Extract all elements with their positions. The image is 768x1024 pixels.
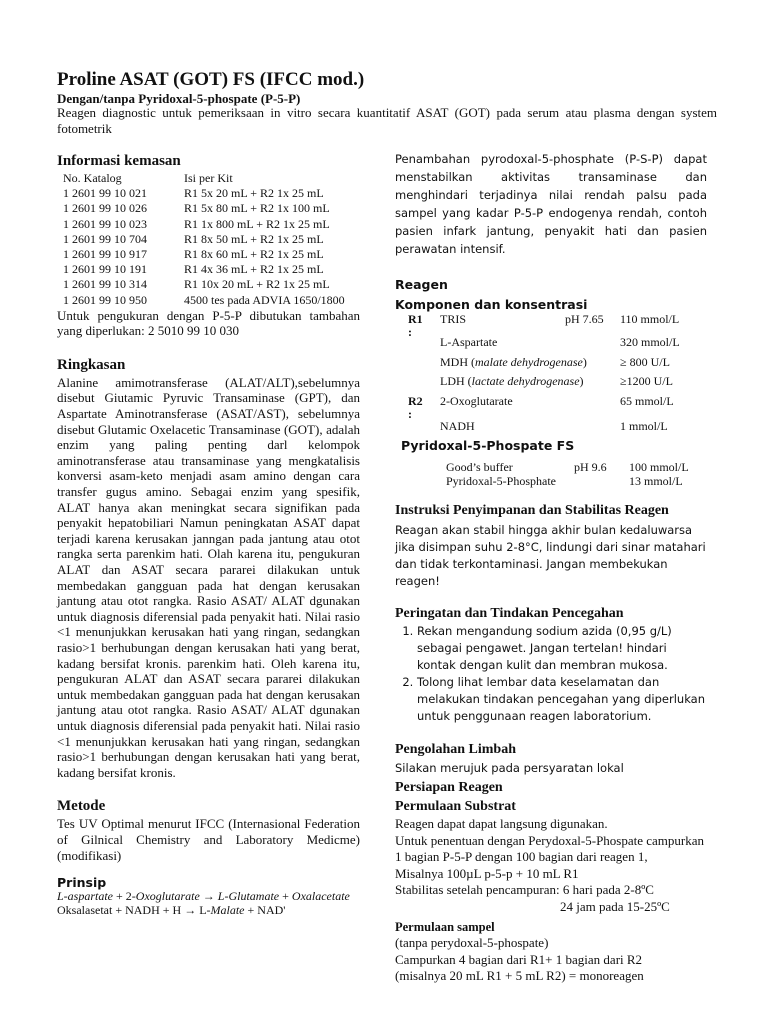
- persiapan-line: Reagen dapat dapat langsung digunakan.: [395, 816, 608, 831]
- persiapan-text: [395, 816, 707, 915]
- substrate-aspartate: L-aspartate: [57, 889, 114, 904]
- r2-oxoglutarate: 2-Oxoglutarate: [440, 394, 513, 408]
- pyr-good-conc: 100 mmol/L: [629, 460, 689, 474]
- r2-nadh: NADH: [440, 419, 475, 433]
- r1-mdh-conc: ≥ 800 U/L: [620, 355, 670, 369]
- katalog-cell: 1 2601 99 10 704: [63, 231, 147, 246]
- product-oxalacetate: Oxalacetate: [291, 889, 350, 904]
- table-row: [63, 201, 345, 216]
- r1-aspartate: L-Aspartate: [440, 335, 498, 349]
- isi-cell: 4500 tes pada ADVIA 1650/1800: [184, 292, 345, 307]
- isi-cell: R1 8x 60 mL + R2 1x 25 mL: [184, 246, 324, 261]
- table-row: [63, 232, 345, 247]
- table-row: [63, 247, 345, 262]
- eq-prefix: L-: [199, 902, 211, 917]
- table-row: [63, 217, 345, 232]
- product-glutamate: L-Glutamate: [217, 889, 280, 904]
- persiapan-line: 1 bagian P-5-P dengan 100 bagian dari reagen 1,: [395, 849, 648, 864]
- metode-text: Tes UV Optimal menurut IFCC (Internasional Federation of Gilnical Chemistry and Laboratory Medicme) (modifikasi): [57, 816, 360, 863]
- eq-plus: + 2-: [113, 889, 136, 904]
- r1-aspartate-conc: 320 mmol/L: [620, 335, 680, 349]
- reaction-arrow: →: [181, 902, 200, 917]
- isi-col-header: Isi per Kit: [184, 171, 233, 185]
- ringkasan-heading: Ringkasan: [57, 356, 126, 373]
- r1-ldh-italic: lactate dehydrogenase: [471, 374, 580, 388]
- isi-cell: R1 5x 20 mL + R2 1x 25 mL: [184, 186, 324, 201]
- persiapan-heading: Persiapan Reagen: [395, 780, 503, 795]
- isi-cell: R1 10x 20 mL + R2 1x 25 mL: [184, 277, 330, 292]
- r2-nadh-conc: 1 mmol/L: [620, 419, 668, 433]
- pyr-table: [395, 460, 707, 490]
- katalog-cell: 1 2601 99 10 023: [63, 216, 147, 231]
- reagent-table: [395, 312, 707, 460]
- isi-cell: R1 8x 50 mL + R2 1x 25 mL: [184, 231, 324, 246]
- peringatan-list: [395, 623, 707, 725]
- r1-mdh-a: MDH (: [440, 355, 475, 369]
- metode-heading: Metode: [57, 798, 106, 815]
- persiapan-line: Misalnya 100µL p-5-p + 10 mL R1: [395, 865, 579, 881]
- list-item: 1. Rekan mengandung sodium azida (0,95 g/L) sebagai pengawet. Jangan tertelan! hindari kontak dengan kulit dan membran mukosa.: [417, 623, 707, 674]
- r1-mdh: [440, 355, 587, 370]
- pyr-p5p: Pyridoxal-5-Phosphate: [446, 474, 556, 488]
- r1-ph: pH 7.65: [565, 312, 604, 326]
- table-row: [63, 186, 345, 201]
- r2-oxoglutarate-conc: 65 mmol/L: [620, 394, 674, 408]
- katalog-cell: 1 2601 99 10 950: [63, 292, 147, 307]
- table-row: [63, 293, 345, 308]
- document-subtitle: Dengan/tanpa Pyridoxal-5-phospate (P-5-P): [57, 91, 301, 106]
- reaction-arrow: →: [199, 889, 218, 904]
- right-column: [395, 150, 707, 985]
- sampel-line: (tanpa perydoxal-5-phospate): [395, 935, 549, 950]
- katalog-cell: 1 2601 99 10 314: [63, 277, 147, 292]
- katalog-table: [63, 171, 345, 308]
- table-row: [63, 277, 345, 292]
- eq-reactants: Oksalasetat + NADH + H: [57, 902, 182, 917]
- reagen-heading: Reagen: [395, 277, 448, 292]
- katalog-header-row: [63, 171, 345, 186]
- penyimpanan-text: Reagan akan stabil hingga akhir bulan kedaluwarsa jika disimpan suhu 2-8°C, lindungi dari sinar matahari dan tidak terkontaminasi. Jangan membekukan reagen!: [395, 523, 706, 588]
- informasi-kemasan-heading: Informasi kemasan: [57, 153, 181, 169]
- limbah-text: Silakan merujuk pada persyaratan lokal: [395, 761, 624, 775]
- isi-cell: R1 5x 80 mL + R2 1x 100 mL: [184, 201, 330, 216]
- substrat-heading: Permulaan Substrat: [395, 799, 516, 814]
- ringkasan-text: Alanine amimotransferase (ALAT/ALT),sebelumnya disebut Giutamic Pyruvic Transaminase (GPT), dan Aspartate Aminotransferase (ASAT/AST), sebelumnya disebut Glutamic Oxelacetic Transaminase (GOT), adalah enzim yang paling penting darl kelompok aminotransferase atau transaminase yang mengkatalisis konversi asam-keto menjadi asam amino dengan cara transfer gugus amino. Sebagai enzim yang spesifik, ALAT hanya akan meningkat secara signifikan pada penyakit hepatobiliari Namun peningkatan ASAT dapat terjadi karena kerusakan janngan pada jantung atau otot rangka serta parenkim hati. Olah karena itu, pengukuran ALAT dan ASAT secara pararei dilakukan untuk membedakan gangguan pada hat dengan kerusakan jantung atau otot rangka. Rasio ASAT/ ALAT dgunakan untuk diagnosis diferensial pada penyakit hati. Nilai rasio <1 menunjukkan kerusakan hati yang ringan, sedangkan rasio>1 berhubungan dengan kerusakan hati yang berat, kadang bersifat kronis. parenkim hati. Oleh karena itu, pengukuran ALAT dan ASAT secara pararei dilakukan untuk membedakan gangguan pada hat dengan kerusakan jantung atau otot rangka. Rasio ASAT/ ALAT dgunakan untuk diagnosis diferensial pada penyakit hati. Nilai rasio <1 menunjukkan kerusakan hati yang ringan, sedangkan rasio>1 berhubungan dengan kerusakan hati yang berat, kadang bersifat kronis.: [57, 374, 360, 780]
- r1-colon: :: [408, 325, 412, 339]
- sampel-text: [395, 935, 707, 985]
- r1-tris-conc: 110 mmol/L: [620, 312, 680, 326]
- sampel-line: Campurkan 4 bagian dari R1+ 1 bagian dari R2: [395, 951, 643, 967]
- isi-cell: R1 4x 36 mL + R2 1x 25 mL: [184, 262, 324, 277]
- persiapan-line: Untuk penentuan dengan Perydoxal-5-Phospate campurkan: [395, 832, 705, 848]
- list-item: 2. Tolong lihat lembar data keselamatan dan melakukan tindakan pencegahan yang diperlukan untuk penggunaan reagen laboratorium.: [417, 674, 707, 725]
- table-row: [63, 262, 345, 277]
- document-intro: Reagen diagnostic untuk pemeriksaan in vitro secara kuantitatif ASAT (GOT) pada serum atau plasma dengan system fotometrik: [57, 105, 717, 136]
- prinsip-heading: Prinsip: [57, 875, 107, 891]
- katalog-cell: 1 2601 99 10 191: [63, 262, 147, 277]
- komponen-heading: Komponen dan konsentrasi: [395, 297, 588, 312]
- persiapan-line: Stabilitas setelah pencampuran: 6 hari pada 2-8ºC: [395, 882, 654, 897]
- persiapan-line: 24 jam pada 15-25ºC: [560, 898, 670, 914]
- sampel-line: (misalnya 20 mL R1 + 5 mL R2) = monoreagen: [395, 968, 644, 983]
- pyr-p5p-conc: 13 mmol/L: [629, 474, 683, 488]
- pyr-heading: Pyridoxal-5-Phospate FS: [401, 438, 575, 453]
- r1-mdh-c: ): [582, 355, 587, 369]
- eq-plus: +: [279, 889, 292, 904]
- r1-tris: TRIS: [440, 312, 467, 326]
- limbah-heading: Pengolahan Limbah: [395, 742, 516, 757]
- r1-ldh-c: ): [579, 374, 584, 388]
- isi-cell: R1 1x 800 mL + R2 1x 25 mL: [184, 216, 330, 231]
- reaction-equation-2: [57, 904, 360, 918]
- left-column: [57, 152, 360, 917]
- product-malate: Malate: [210, 902, 245, 917]
- penyimpanan-heading: Instruksi Penyimpanan dan Stabilitas Reagen: [395, 503, 669, 518]
- peringatan-heading: Peringatan dan Tindakan Pencegahan: [395, 606, 624, 621]
- p5p-intro-text: Penambahan pyrodoxal-5-phosphate (P-S-P) dapat menstabilkan aktivitas transaminase dan menghindari terjadinya nilai rendah palsu pada sampel yang kadar P-5-P endogenya rendah, contoh pasien infark jantung, penyakit hati dan pasien perawatan intensif.: [395, 152, 707, 256]
- eq-rest: + NAD': [244, 902, 286, 917]
- katalog-cell: 1 2601 99 10 917: [63, 246, 147, 261]
- pyr-good-buffer: Good’s buffer: [446, 460, 513, 474]
- pyr-ph: pH 9.6: [574, 460, 607, 474]
- substrate-oxoglutarate: Oxoglutarate: [135, 889, 200, 904]
- katalog-col-header: No. Katalog: [63, 171, 122, 185]
- r1-ldh-a: LDH (: [440, 374, 472, 388]
- document-title: Proline ASAT (GOT) FS (IFCC mod.): [57, 69, 365, 90]
- sampel-heading: Permulaan sampel: [395, 920, 495, 934]
- r1-ldh-conc: ≥1200 U/L: [620, 374, 673, 388]
- r1-mdh-italic: malate dehydrogenase: [475, 355, 583, 369]
- r2-colon: :: [408, 407, 412, 421]
- reaction-equation-1: [57, 890, 360, 904]
- r2-label: R2: [408, 394, 423, 408]
- katalog-cell: 1 2601 99 10 021: [63, 186, 147, 201]
- r1-label: R1: [408, 312, 423, 326]
- katalog-cell: 1 2601 99 10 026: [63, 201, 147, 216]
- katalog-note: Untuk pengukuran dengan P-5-P dibutukan tambahan yang diperlukan: 2 5010 99 10 030: [57, 307, 360, 339]
- r1-ldh: [440, 374, 584, 389]
